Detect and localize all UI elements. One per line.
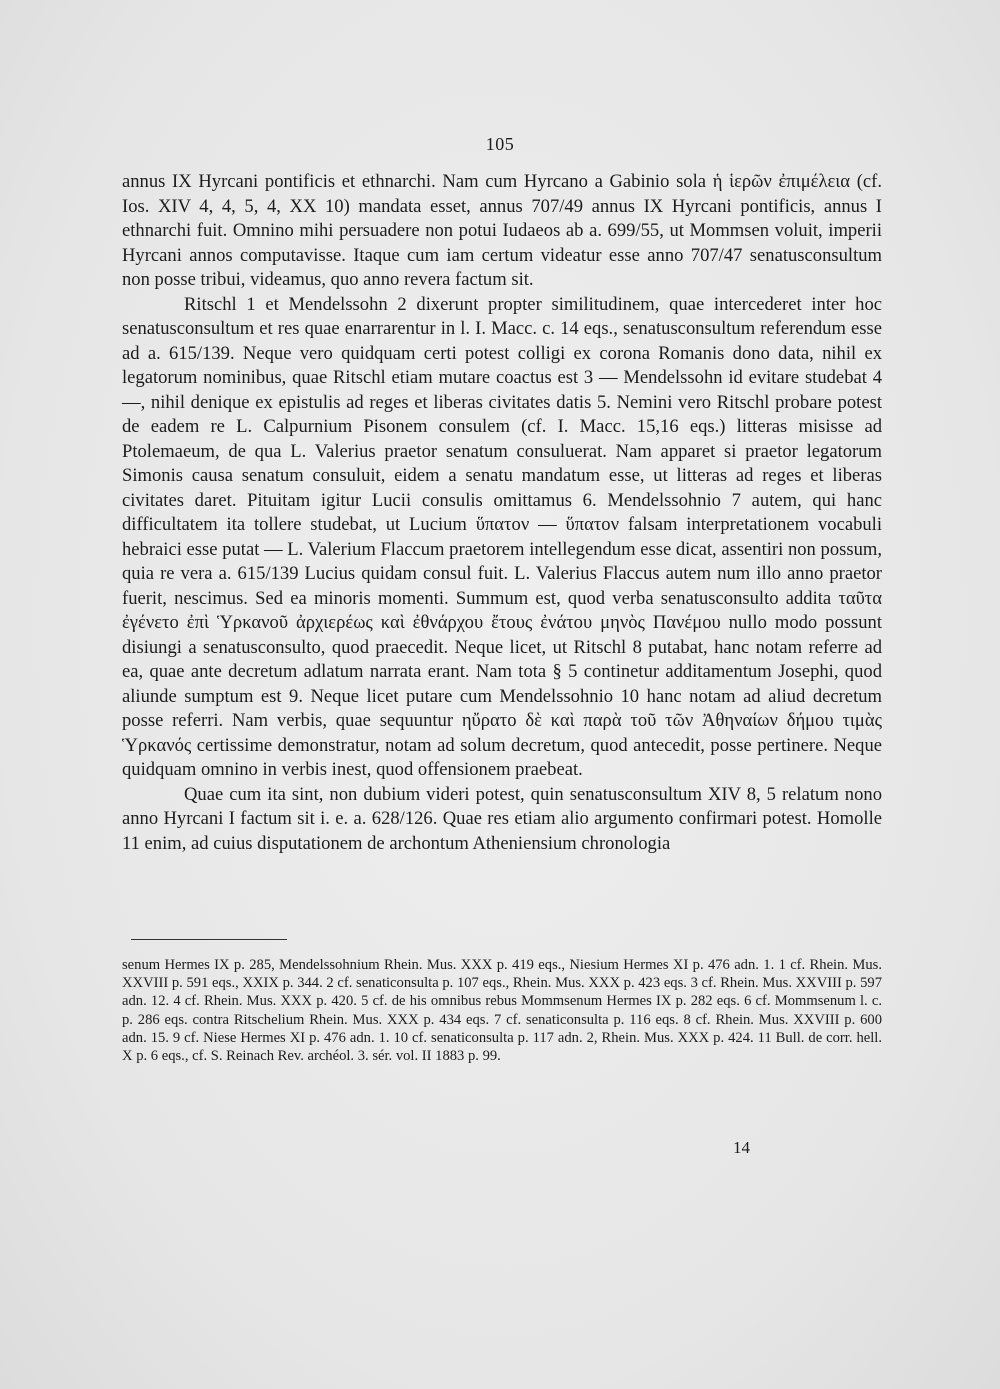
paragraph-2: Ritschl 1 et Mendelssohn 2 dixerunt propter similitudinem, quae intercederet inter hoc senatusconsultum et res quae enarrarentur in l. I. Macc. c. 14 eqs., senatusconsultum referendum esse ad a. 615/139. Neque vero quidquam certi potest colligi ex corona Romanis dono data, nihil ex legatorum nominibus, quae Ritschl etiam mutare coactus est 3 — Mendelssohn id evitare studebat 4 —, nihil denique ex epistulis ad reges et liberas civitates datis 5. Nemini vero Ritschl probare potest de eadem re L. Calpurnium Pisonem consulem (cf. I. Macc. 15,16 eqs.) litteras misisse ad Ptolemaeum, de qua L. Valerius praetor senatum consuluerat. Nam apparet si praetor legatorum Simonis causa senatum consuluit, eidem a senatu mandatum esse, ut litteras ad reges et liberas civitates daret. Pituitam igitur Lucii consulis omittamus 6. Mendelssohnio 7 autem, qui hanc difficultatem ita tollere studebat, ut Lucium ὕπατον — ὕπατον falsam interpretationem vocabuli hebraici esse putat — L. Valerium Flaccum praetorem intellegendum esse dicat, assentiri non possum, quia re vera a. 615/139 Lucius quidam consul fuit. L. Valerius Flaccus autem num illo anno praetor fuerit, nescimus. Sed ea minoris momenti. Summum est, quod verba senatusconsulto addita ταῦτα ἐγένετο ἐπὶ Ὑρκανοῦ ἀρχιερέως καὶ ἐθνάρχου ἔτους ἐνάτου μηνὸς Πανέμου nullo modo possunt disiungi a senatusconsulto, quod praecedit. Neque licet, ut Ritschl 8 putabat, hanc notam referre ad ea, quae ante decretum adlatum narrata erant. Nam tota § 5 continetur additamentum Josephi, quod aliunde sumptum est 9. Neque licet putare cum Mendelssohnio 10 hanc notam ad aliud decretum posse referri. Nam verbis, quae sequuntur ηὔρατο δὲ καὶ παρὰ τοῦ τῶν Ἀθηναίων δήμου τιμὰς Ὑρκανός certissime demonstratur, notam ad solum decretum, quod antecedit, posse pertinere. Neque quidquam omnino in verbis inest, quod offensionem praebeat. xyxy=(122,293,882,780)
footnote-rule xyxy=(131,939,287,940)
main-text xyxy=(122,170,882,856)
page-number: 105 xyxy=(485,134,515,154)
signature-mark: 14 xyxy=(733,1138,750,1157)
paragraph-1: annus IX Hyrcani pontificis et ethnarchi. Nam cum Hyrcano a Gabinio sola ἡ ἱερῶν ἐπιμέλεια (cf. Ios. XIV 4, 4, 5, 4, XX 10) mandata esset, annus 707/49 annus IX Hyrcani pontificis, annus I ethnarchi fuit. Omnino mihi persuadere non potui Iudaeos ab a. 699/55, ut Mommsen voluit, imperii Hyrcani annos computavisse. Itaque cum iam certum videatur esse anno 707/47 senatusconsultum non posse tribui, videamus, quo anno revera factum sit. xyxy=(122,171,882,290)
paragraph-3: Quae cum ita sint, non dubium videri potest, quin senatusconsultum XIV 8, 5 relatum nono anno Hyrcani I factum sit i. e. a. 628/126. Quae res etiam alio argumento confirmari potest. Homolle 11 enim, ad cuius disputationem de archontum Atheniensium chronologia xyxy=(122,783,882,854)
footnotes: senum Hermes IX p. 285, Mendelssohnium Rhein. Mus. XXX p. 419 eqs., Niesium Hermes XI p. 476 adn. 1. 1 cf. Rhein. Mus. XXVIII p. 591 eqs., XXIX p. 344. 2 cf. senaticonsulta p. 107 eqs., Rhein. Mus. XXX p. 423 eqs. 3 cf. Rhein. Mus. XXVIII p. 597 adn. 12. 4 cf. Rhein. Mus. XXX p. 420. 5 cf. de his omnibus rebus Mommsenum Hermes IX p. 282 eqs. 6 cf. Mommsenum l. c. p. 286 eqs. contra Ritschelium Rhein. Mus. XXX p. 434 eqs. 7 cf. senaticonsulta p. 116 eqs. 8 cf. Rhein. Mus. XXVIII p. 600 adn. 15. 9 cf. Niese Hermes XI p. 476 adn. 1. 10 cf. senaticonsulta p. 117 adn. 2, Rhein. Mus. XXX p. 424. 11 Bull. de corr. hell. X p. 6 eqs., cf. S. Reinach Rev. archéol. 3. sér. vol. II 1883 p. 99. xyxy=(122,957,882,1065)
